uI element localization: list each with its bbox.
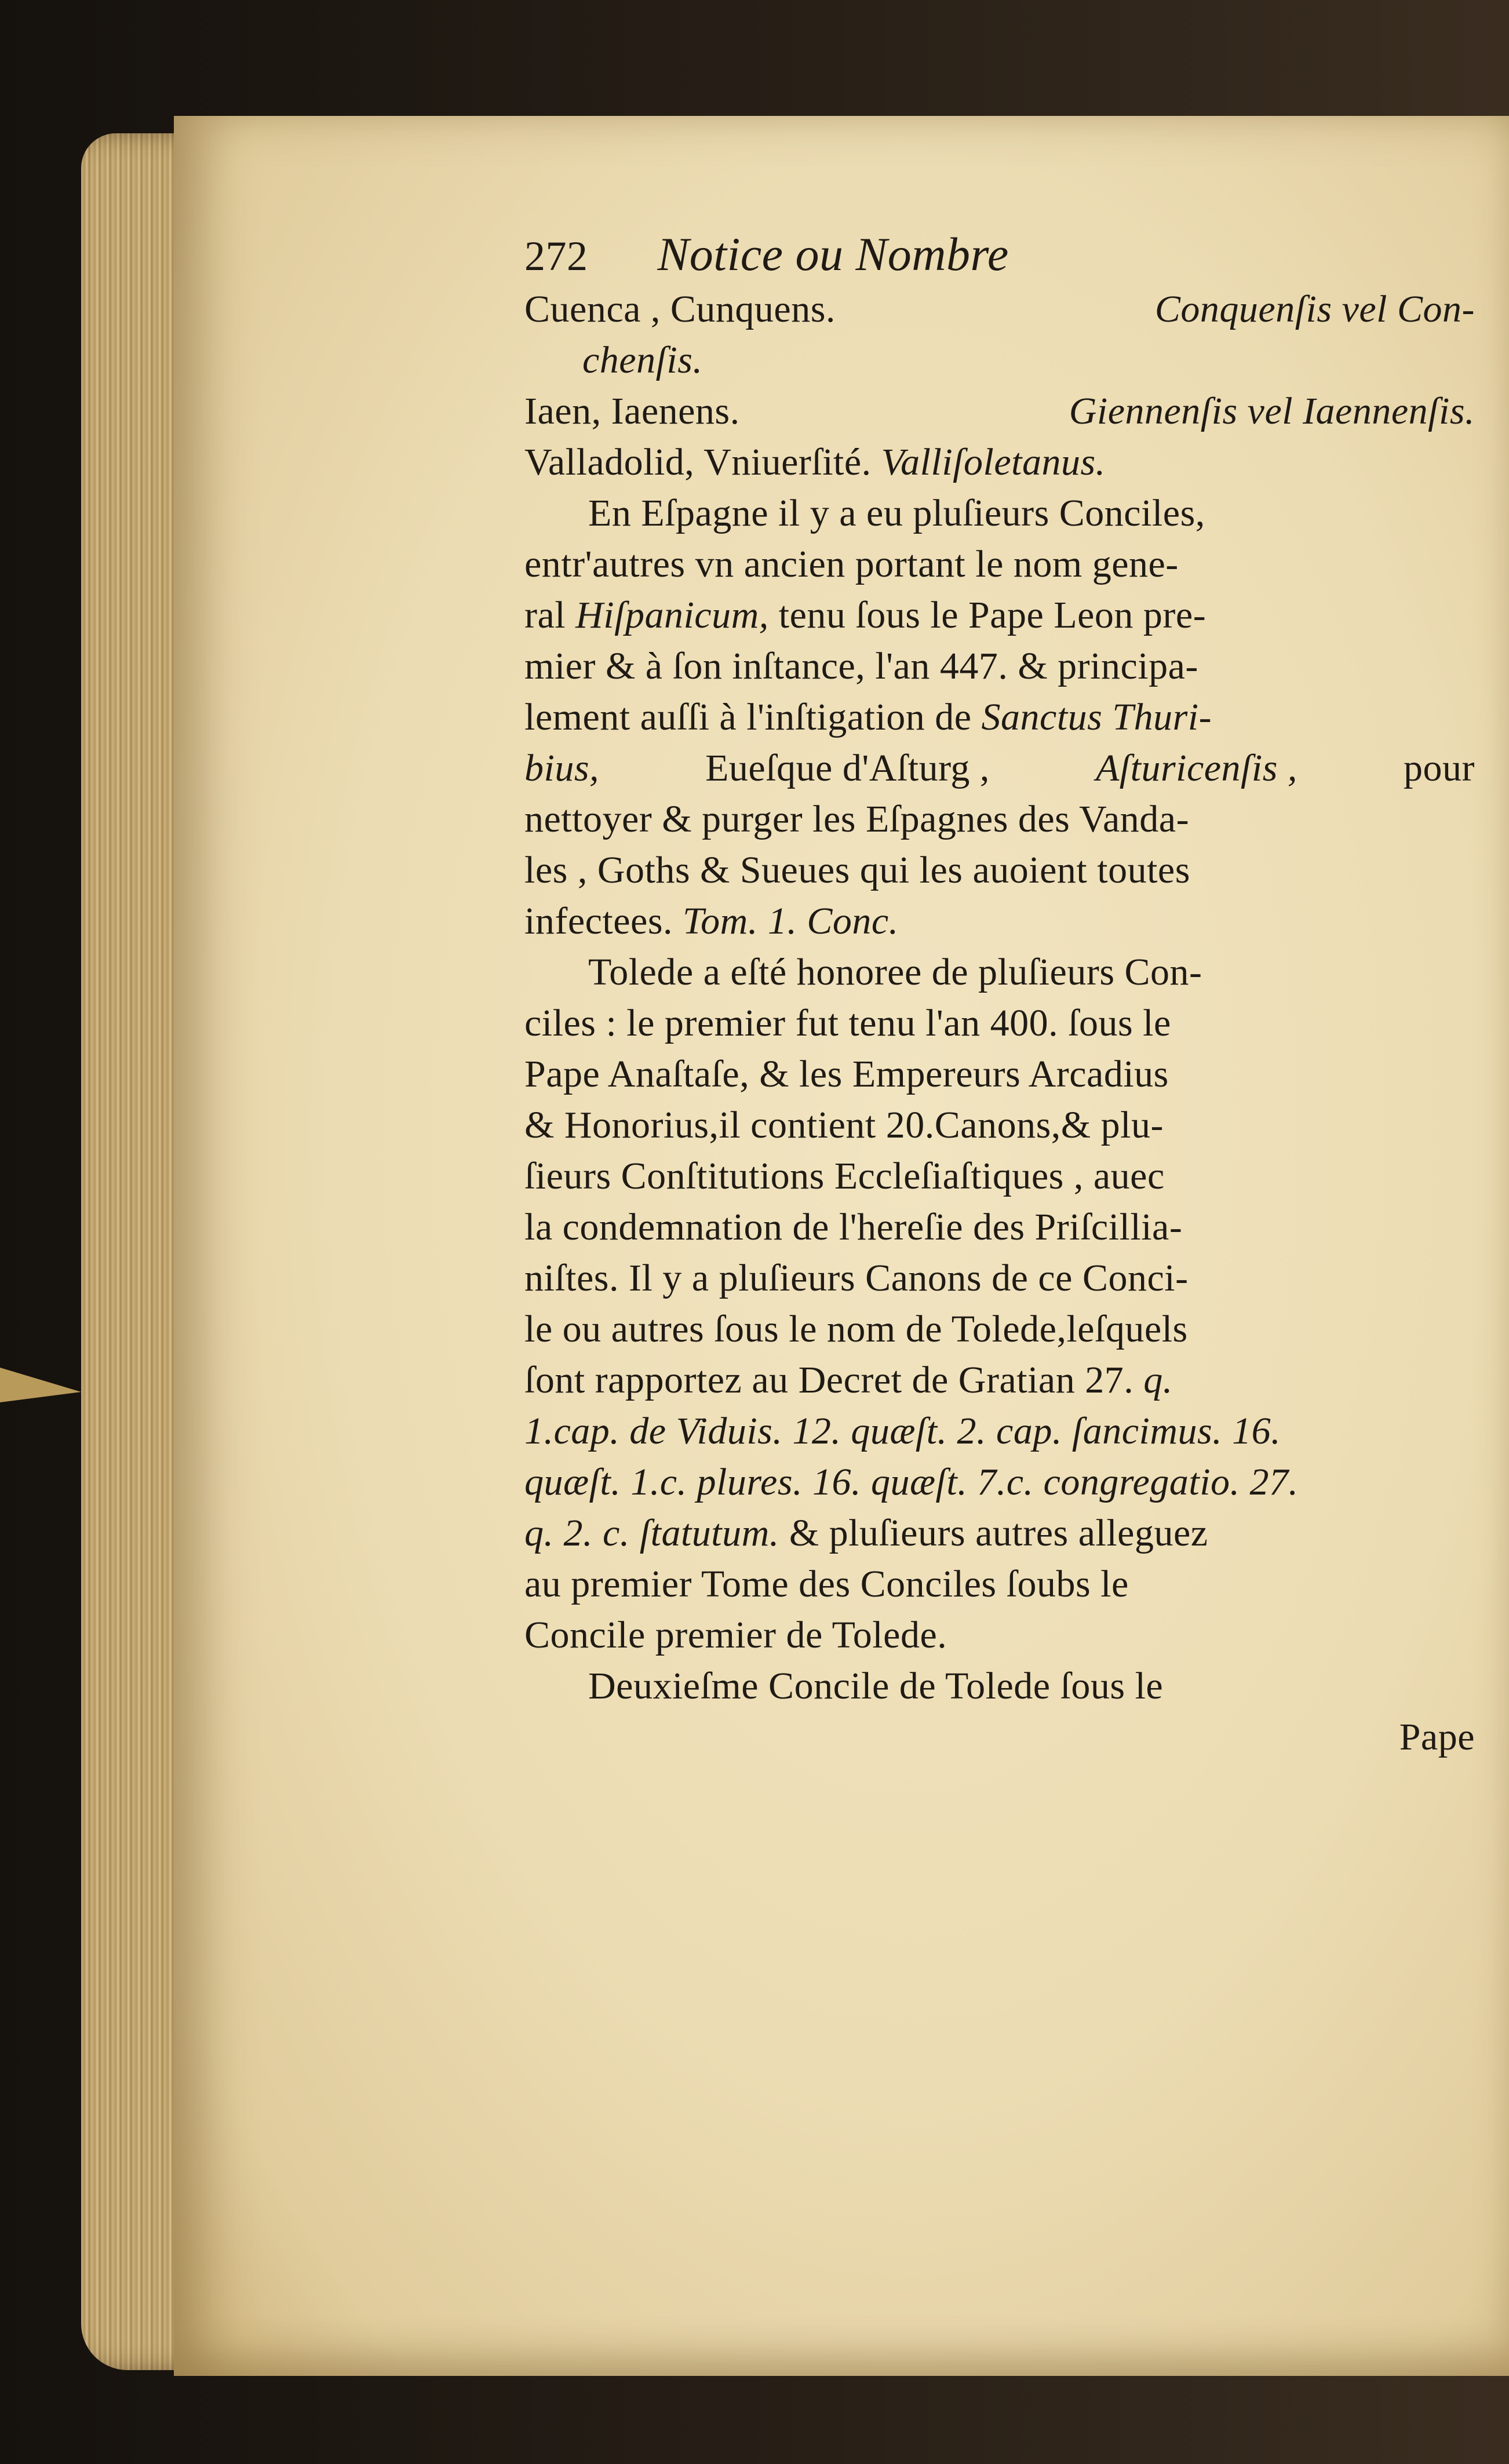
text-line: Pape Anaſtaſe, & les Empereurs Arcadius <box>524 1053 1169 1095</box>
bookmark-leaf <box>0 1368 81 1402</box>
text-line: bius, Eueſque d'Aſturg , Aſturicenſis , pour <box>524 747 1475 789</box>
text-line: q. 2. c. ſtatutum. & pluſieurs autres alleguez <box>524 1512 1208 1554</box>
text-line: infectees. Tom. 1. Conc. <box>524 900 899 942</box>
text-line: ral Hiſpanicum, tenu ſous le Pape Leon pre- <box>524 594 1207 636</box>
text-line: Deuxieſme Concile de Tolede ſous le <box>588 1665 1164 1707</box>
text-line: ſieurs Conſtitutions Eccleſiaſtiques , auec <box>524 1155 1165 1197</box>
text-line: Valladolid, Vniuerſité. Valliſoletanus. <box>524 441 1106 483</box>
text-line: 1.cap. de Viduis. 12. quæſt. 2. cap. ſancimus. 16. <box>524 1410 1281 1452</box>
text-line: au premier Tome des Conciles ſoubs le <box>524 1563 1129 1605</box>
text-line: ciles : le premier fut tenu l'an 400. ſous le <box>524 1002 1171 1044</box>
text-line: entr'autres vn ancien portant le nom gene- <box>524 543 1179 585</box>
running-title: Notice ou Nombre <box>657 228 1009 280</box>
catchword: Pape <box>1399 1716 1475 1758</box>
text-line: lement auſſi à l'inſtigation de Sanctus Thuri- <box>524 696 1212 738</box>
text-line: mier & à ſon inſtance, l'an 447. & principa- <box>524 645 1198 687</box>
text-line: nettoyer & purger les Eſpagnes des Vanda- <box>524 798 1190 840</box>
page-text <box>524 229 1475 1763</box>
text-line: & Honorius,il contient 20.Canons,& plu- <box>524 1104 1164 1146</box>
text-line: ſont rapportez au Decret de Gratian 27. q. <box>524 1359 1173 1401</box>
text-line: En Eſpagne il y a eu pluſieurs Conciles, <box>588 492 1205 534</box>
page-header <box>524 229 1475 282</box>
page-number: 272 <box>524 233 588 279</box>
text-line: Cuenca , Cunquens. Conquenſis vel Con- <box>524 288 1475 330</box>
text-line: chenſis. <box>582 339 703 381</box>
text-line: la condemnation de l'hereſie des Priſcillia- <box>524 1206 1183 1248</box>
text-line: Tolede a eſté honoree de pluſieurs Con- <box>588 951 1202 993</box>
text-line: niſtes. Il y a pluſieurs Canons de ce Conci- <box>524 1257 1189 1299</box>
text-line: le ou autres ſous le nom de Tolede,leſquels <box>524 1308 1188 1350</box>
text-line: les , Goths & Sueues qui les auoient toutes <box>524 849 1190 891</box>
text-line: Iaen, Iaenens. Giennenſis vel Iaennenſis. <box>524 390 1475 432</box>
text-line: Concile premier de Tolede. <box>524 1614 947 1656</box>
text-line: quæſt. 1.c. plures. 16. quæſt. 7.c. congregatio. 27. <box>524 1461 1299 1503</box>
